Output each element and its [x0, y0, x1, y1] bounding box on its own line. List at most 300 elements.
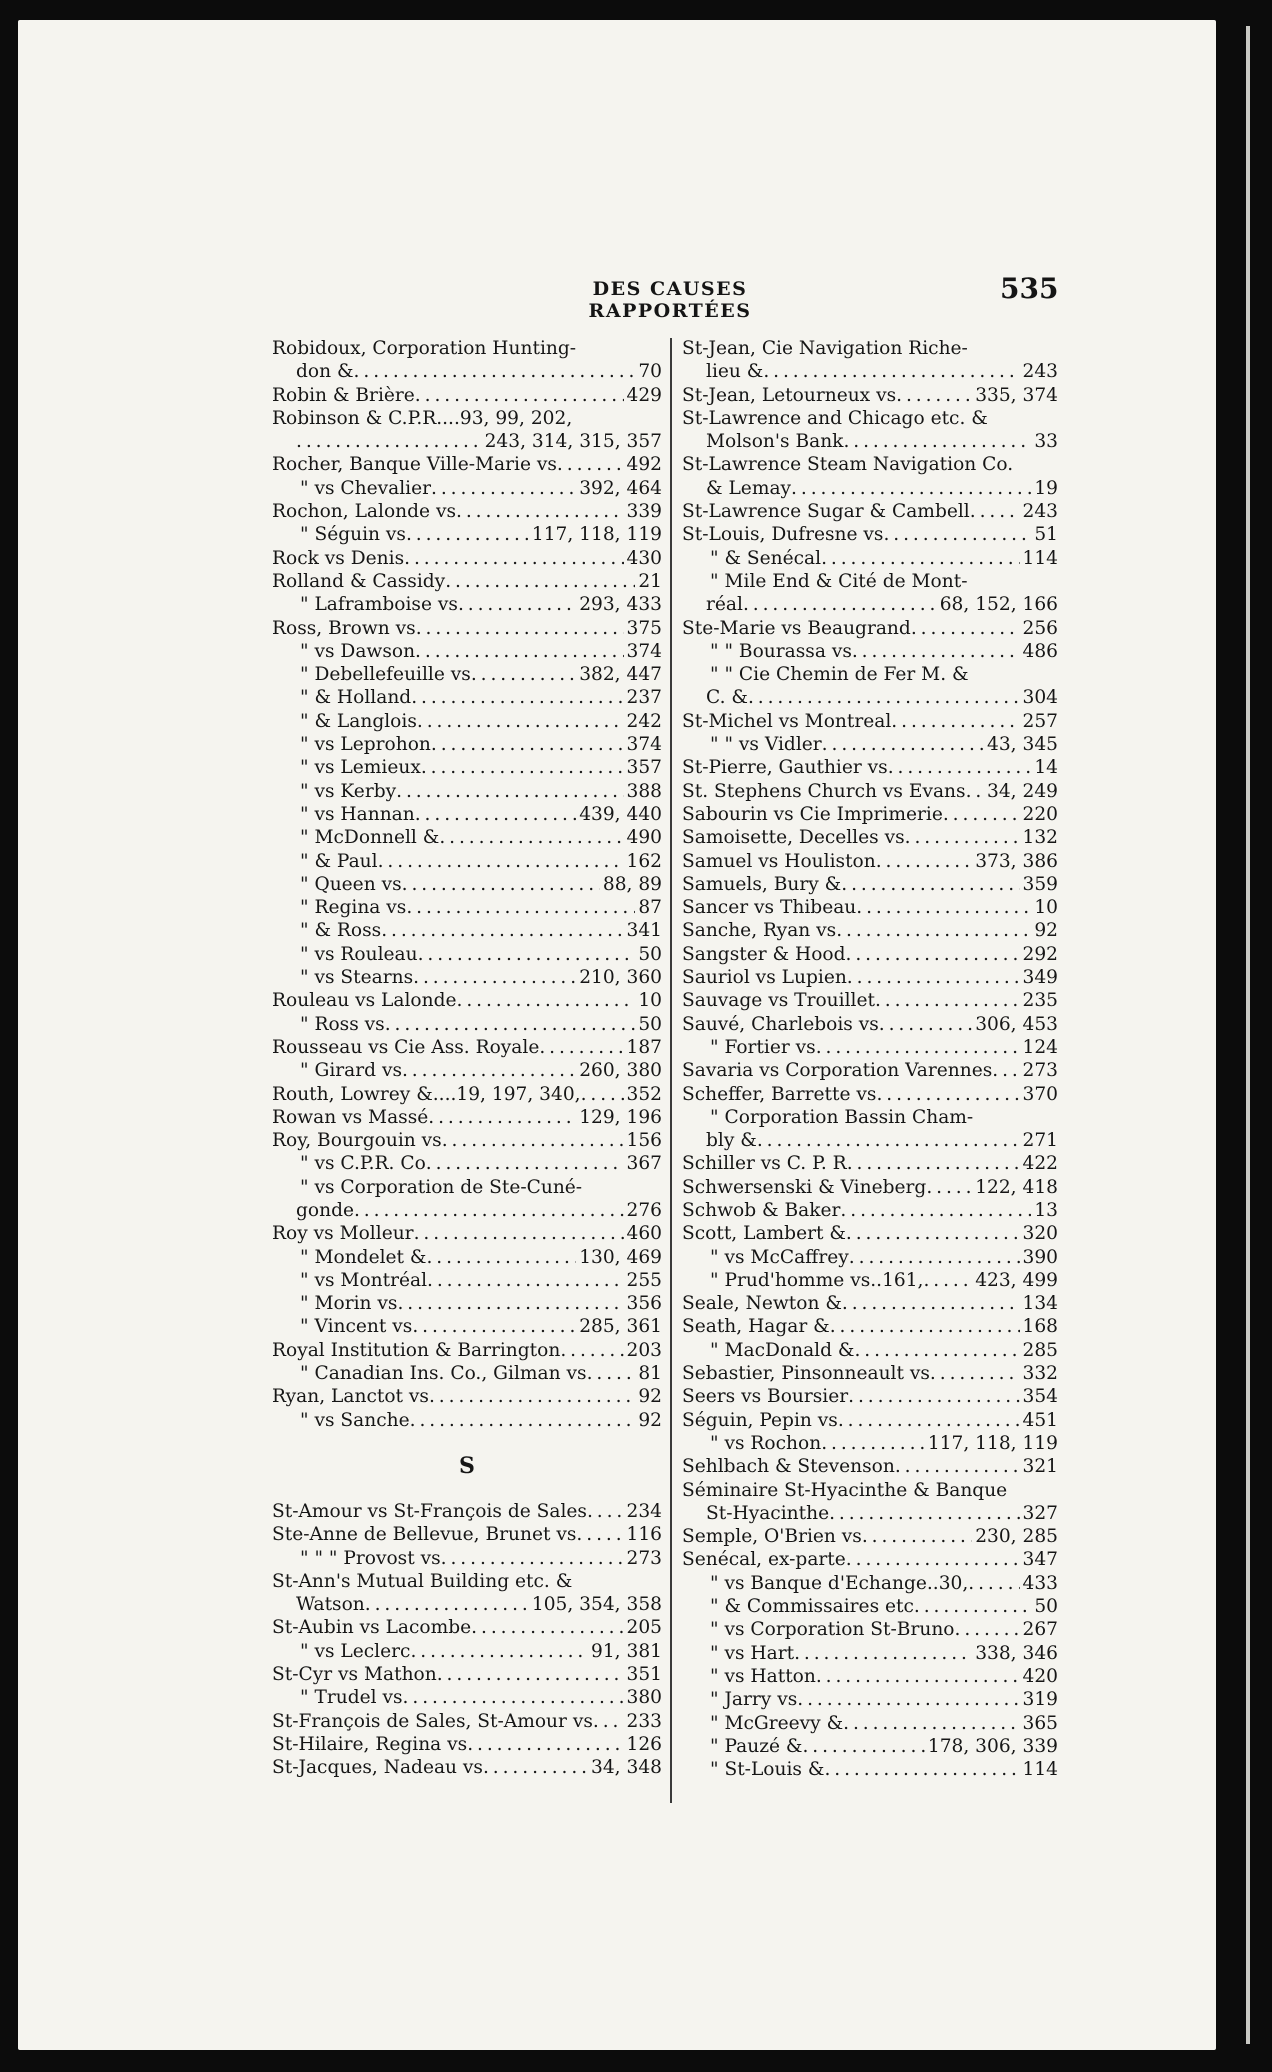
entry-text: lieu & [706, 361, 764, 383]
index-entry [272, 1523, 662, 1546]
entry-pages: 338, 346 [975, 1642, 1058, 1664]
entry-pages: 374 [626, 734, 662, 756]
dot-leader [816, 1665, 1020, 1688]
entry-text: St. Stephens Church vs Evans [682, 780, 966, 802]
entry-pages: 92 [638, 1386, 662, 1408]
dot-leader [966, 780, 984, 803]
dot-leader [763, 360, 1019, 383]
entry-text: Séminaire St-Hyacinthe & Banque [682, 1479, 1008, 1501]
dot-leader [457, 989, 636, 1012]
entry-pages: 33 [1034, 431, 1058, 453]
dot-leader [891, 710, 1019, 733]
dot-leader [888, 756, 1032, 779]
index-entry [272, 873, 662, 896]
entry-pages: 117, 118, 119 [927, 1432, 1058, 1454]
index-entry [272, 803, 662, 826]
entry-text: bly & [706, 1130, 757, 1152]
dot-leader [847, 1152, 1020, 1175]
entry-text: " & Langlois [300, 710, 417, 732]
running-head: DES CAUSES RAPPORTÉES [588, 278, 752, 322]
dot-leader [923, 1269, 972, 1292]
index-entry [682, 966, 1058, 989]
dot-leader [426, 1246, 576, 1269]
index-entry [272, 1246, 662, 1269]
dot-leader [876, 1083, 1019, 1106]
index-entry [682, 873, 1058, 896]
index-entry [272, 1036, 662, 1059]
entry-text: St-Pierre, Gauthier vs [682, 757, 888, 779]
entry-pages: 356 [626, 1293, 662, 1315]
page-number: 535 [1000, 272, 1059, 305]
entry-pages: 375 [626, 617, 662, 639]
index-entry [272, 1152, 662, 1175]
dot-leader [354, 1199, 624, 1222]
entry-text: St-Amour vs St-François de Sales [272, 1500, 587, 1522]
index-entry [682, 989, 1058, 1012]
entry-pages: 203 [626, 1339, 662, 1361]
entry-pages: 134 [1022, 1293, 1058, 1315]
index-entry [682, 523, 1058, 546]
entry-text: " Mondelet & [300, 1246, 427, 1268]
index-entry [682, 756, 1058, 779]
entry-text: " Vincent vs [300, 1316, 413, 1338]
entry-text: Sauvage vs Trouillet [682, 990, 875, 1012]
entry-pages: 205 [626, 1617, 662, 1639]
dot-leader [483, 1756, 588, 1779]
entry-text: " " Cie Chemin de Fer M. & [710, 664, 969, 686]
entry-pages: 320 [1022, 1223, 1058, 1245]
entry-pages: 230, 285 [975, 1526, 1058, 1548]
entry-pages: 34, 348 [591, 1757, 662, 1779]
dot-leader [445, 570, 635, 593]
dot-leader [840, 1199, 1031, 1222]
entry-pages: 122, 418 [975, 1176, 1058, 1198]
index-entry [682, 733, 1058, 756]
index-entry [272, 1756, 662, 1779]
index-entry [682, 477, 1058, 500]
entry-pages: 178, 306, 339 [927, 1735, 1058, 1757]
index-entry [682, 1665, 1058, 1688]
entry-text: " vs Corporation St-Bruno [710, 1619, 955, 1641]
entry-text: " Fortier vs [710, 1036, 816, 1058]
entry-pages: 392, 464 [579, 477, 662, 499]
dot-leader [875, 989, 1020, 1012]
dot-leader [442, 1129, 624, 1152]
dot-leader [926, 1176, 972, 1199]
dot-leader [879, 1013, 972, 1036]
dot-leader [757, 1129, 1020, 1152]
entry-pages: 306, 453 [975, 1013, 1058, 1035]
entry-pages: 237 [626, 687, 662, 709]
index-entry [272, 1570, 662, 1593]
entry-text: " Mile End & Cité de Mont- [710, 570, 968, 592]
entry-text: Sebastier, Pinsonneault vs [682, 1363, 930, 1385]
dot-leader [539, 1036, 623, 1059]
entry-text: " & Holland [300, 687, 412, 709]
entry-text: St-François de Sales, St-Amour vs [272, 1710, 593, 1732]
dot-leader [843, 1712, 1019, 1735]
dot-leader [849, 1246, 1020, 1269]
index-entry [682, 1362, 1058, 1385]
index-entry [272, 1409, 662, 1432]
entry-text: " Pauzé & [710, 1735, 803, 1757]
dot-leader [421, 756, 624, 779]
dot-leader [431, 733, 624, 756]
index-entry [682, 1083, 1058, 1106]
entry-text: " Corporation Bassin Cham- [710, 1106, 974, 1128]
entry-text: " & Senécal [710, 547, 822, 569]
entry-pages: 319 [1022, 1689, 1058, 1711]
entry-pages: 327 [1022, 1502, 1058, 1524]
dot-leader [854, 1339, 1019, 1362]
dot-leader [426, 1152, 624, 1175]
dot-leader [843, 430, 1031, 453]
dot-leader [852, 640, 1020, 663]
entry-text: " & Paul [300, 850, 378, 872]
dot-leader [841, 873, 1019, 896]
entry-pages: 341 [626, 920, 662, 942]
index-entry [272, 780, 662, 803]
index-entry [682, 1152, 1058, 1175]
entry-text: Sancer vs Thibeau [682, 897, 857, 919]
dot-leader [876, 850, 972, 873]
index-entry [272, 1686, 662, 1709]
entry-pages: 168 [1022, 1316, 1058, 1338]
dot-leader [802, 1735, 924, 1758]
entry-text: St-Hyacinthe [706, 1502, 830, 1524]
entry-pages: 292 [1022, 943, 1058, 965]
index-entry [682, 570, 1058, 593]
dot-leader [856, 896, 1031, 919]
entry-pages: 304 [1022, 687, 1058, 709]
entry-text: Royal Institution & Barrington [272, 1339, 561, 1361]
entry-text: Rochon, Lalonde vs [272, 501, 456, 523]
index-entry [682, 663, 1058, 686]
index-entry [272, 384, 662, 407]
dot-leader [836, 919, 1031, 942]
dot-leader [415, 803, 576, 826]
index-entry [272, 1269, 662, 1292]
entry-text: " Debellefeuille vs [300, 664, 471, 686]
dot-leader [416, 617, 624, 640]
dot-leader [581, 1083, 624, 1106]
entry-pages: 126 [626, 1733, 662, 1755]
entry-pages: 370 [1022, 1083, 1058, 1105]
dot-leader [883, 523, 1031, 546]
index-entry [272, 756, 662, 779]
dot-leader [838, 1409, 1020, 1432]
dot-leader [560, 1339, 623, 1362]
index-entry [272, 710, 662, 733]
entry-text: " & Ross [300, 920, 382, 942]
dot-leader [418, 943, 636, 966]
entry-text: Schwob & Baker [682, 1199, 841, 1221]
index-entry [272, 1059, 662, 1082]
index-entry [682, 547, 1058, 570]
dot-leader [431, 477, 576, 500]
entry-pages: 352 [626, 1083, 662, 1105]
entry-pages: 50 [1034, 1596, 1058, 1618]
index-entry [272, 733, 662, 756]
entry-text: Samuel vs Houliston [682, 850, 876, 872]
entry-text: " Regina vs [300, 897, 407, 919]
entry-pages: 156 [626, 1130, 662, 1152]
entry-text: gonde [296, 1199, 354, 1221]
entry-text: Samoisette, Decelles vs [682, 827, 905, 849]
dot-leader [427, 1269, 623, 1292]
entry-pages: 351 [626, 1664, 662, 1686]
entry-text: " Jarry vs [710, 1689, 798, 1711]
entry-pages: 92 [1034, 920, 1058, 942]
entry-text: " Morin vs [300, 1293, 398, 1315]
entry-text: don & [296, 361, 354, 383]
dot-leader [822, 733, 984, 756]
index-entry [272, 1129, 662, 1152]
index-entry [272, 1292, 662, 1315]
dot-leader [846, 1548, 1020, 1571]
entry-pages: 91, 381 [591, 1640, 662, 1662]
index-entry [272, 663, 662, 686]
index-entry [682, 1525, 1058, 1548]
dot-leader [914, 1595, 1031, 1618]
entry-text: " Ross vs [300, 1013, 385, 1035]
index-entry [682, 1548, 1058, 1571]
index-entry [682, 1013, 1058, 1036]
entry-pages: 357 [626, 757, 662, 779]
dot-leader [794, 1642, 972, 1665]
entry-text: St-Jean, Cie Navigation Riche- [682, 338, 968, 359]
entry-pages: 380 [626, 1687, 662, 1709]
entry-text: St-Michel vs Montreal [682, 710, 892, 732]
index-entry [272, 1710, 662, 1733]
entry-text: Sangster & Hood [682, 943, 846, 965]
index-entry [682, 1688, 1058, 1711]
dot-leader [943, 803, 1020, 826]
entry-text: St-Lawrence and Chicago etc. & [682, 407, 988, 429]
dot-leader [797, 1688, 1019, 1711]
entry-text: & Lemay [706, 477, 792, 499]
entry-pages: 81 [638, 1363, 662, 1385]
dot-leader [848, 1385, 1019, 1408]
index-entry [272, 1176, 662, 1199]
entry-text: " vs C.P.R. Co [300, 1153, 426, 1175]
dot-leader [413, 966, 576, 989]
entry-text: Schwersenski & Vineberg [682, 1176, 927, 1198]
entry-pages: 130, 469 [579, 1246, 662, 1268]
entry-text: " vs Lemieux [300, 757, 421, 779]
dot-leader [587, 1362, 636, 1385]
index-entry [272, 1733, 662, 1756]
index-entry [682, 360, 1058, 383]
index-entry [682, 1129, 1058, 1152]
entry-text: St-Hilaire, Regina vs [272, 1733, 468, 1755]
entry-text: Rocher, Banque Ville-Marie vs [272, 454, 557, 476]
entry-text: Rolland & Cassidy [272, 570, 446, 592]
entry-text: Ste-Anne de Bellevue, Brunet vs [272, 1524, 577, 1546]
entry-pages: 365 [1022, 1712, 1058, 1734]
index-entry [272, 523, 662, 546]
index-entry [272, 1362, 662, 1385]
dot-leader [415, 384, 624, 407]
index-entry [272, 1547, 662, 1570]
entry-text: St-Cyr vs Mathon [272, 1664, 437, 1686]
left-entries-s [272, 1500, 662, 1780]
dot-leader [429, 1385, 635, 1408]
entry-text: " vs McCaffrey [710, 1246, 849, 1268]
dot-leader [955, 1618, 1020, 1641]
entry-pages: 129, 196 [579, 1106, 662, 1128]
entry-pages: 234 [626, 1500, 662, 1522]
entry-pages: 388 [626, 780, 662, 802]
entry-pages: 187 [626, 1036, 662, 1058]
entry-pages: 430 [626, 547, 662, 569]
entry-pages: 243, 314, 315, 357 [484, 431, 662, 453]
index-entry [682, 1315, 1058, 1338]
entry-text: St-Lawrence Sugar & Cambell [682, 501, 970, 523]
entry-pages: 14 [1034, 757, 1058, 779]
index-entry [682, 1385, 1058, 1408]
entry-pages: 88, 89 [602, 873, 662, 895]
index-entry [682, 1246, 1058, 1269]
dot-leader [396, 780, 623, 803]
index-entry [272, 1593, 662, 1616]
entry-text: Sabourin vs Cie Imprimerie [682, 803, 943, 825]
index-entry [272, 1106, 662, 1129]
index-entry [682, 850, 1058, 873]
index-entry [682, 1712, 1058, 1735]
entry-text: Roy, Bourgouin vs [272, 1130, 442, 1152]
entry-text: " vs Hart [710, 1642, 795, 1664]
entry-pages: 373, 386 [975, 850, 1058, 872]
entry-text: St-Louis, Dufresne vs [682, 524, 884, 546]
entry-pages: 486 [1022, 640, 1058, 662]
dot-leader [381, 919, 623, 942]
entry-text: " vs Montréal [300, 1269, 428, 1291]
entry-text: " McDonnell & [300, 827, 440, 849]
index-entry [682, 1199, 1058, 1222]
entry-text: Scheffer, Barrette vs [682, 1083, 877, 1105]
entry-pages: 51 [1034, 524, 1058, 546]
index-entry [272, 850, 662, 873]
entry-pages: 490 [626, 827, 662, 849]
index-entry [682, 943, 1058, 966]
index-entry [682, 384, 1058, 407]
entry-text: Roy vs Molleur [272, 1223, 414, 1245]
entry-pages: 439, 440 [579, 803, 662, 825]
entry-text: Sauriol vs Lupien [682, 967, 847, 989]
dot-leader [414, 1222, 624, 1245]
dot-leader [905, 826, 1020, 849]
entry-pages: 105, 354, 358 [531, 1594, 662, 1616]
dot-leader [992, 1059, 1019, 1082]
entry-pages: 359 [1022, 873, 1058, 895]
entry-pages: 451 [1022, 1409, 1058, 1431]
index-entry [682, 640, 1058, 663]
entry-pages: 87 [638, 897, 662, 919]
entry-pages: 492 [626, 454, 662, 476]
dot-leader [471, 1616, 623, 1639]
entry-pages: 116 [626, 1524, 662, 1546]
entry-text: " vs Hatton [710, 1665, 816, 1687]
index-entry [272, 547, 662, 570]
entry-text: " vs Leprohon [300, 734, 431, 756]
dot-leader [821, 547, 1019, 570]
entry-text: " " " Provost vs [300, 1547, 441, 1569]
entry-pages: 114 [1022, 1759, 1058, 1781]
entry-text: Robin & Brière [272, 384, 415, 406]
index-entry [272, 593, 662, 616]
dot-leader [576, 1523, 623, 1546]
entry-pages: 285 [1022, 1339, 1058, 1361]
index-entry [272, 686, 662, 709]
right-column [682, 337, 1058, 1781]
dot-leader [821, 1432, 925, 1455]
dot-leader [406, 523, 529, 546]
dot-leader [415, 640, 623, 663]
index-entry [682, 1502, 1058, 1525]
dot-leader [743, 593, 937, 616]
entry-text: Ste-Marie vs Beaugrand [682, 617, 911, 639]
index-entry [682, 1059, 1058, 1082]
index-entry [272, 617, 662, 640]
dot-leader [830, 1315, 1020, 1338]
entry-text: Rock vs Denis [272, 547, 405, 569]
entry-pages: 422 [1022, 1153, 1058, 1175]
entry-text: St-Ann's Mutual Building etc. & [272, 1570, 573, 1592]
entry-text: Seers vs Boursier [682, 1386, 849, 1408]
index-entry [682, 1455, 1058, 1478]
entry-text: " vs Banque d'Echange..30, [710, 1572, 969, 1594]
index-entry [682, 826, 1058, 849]
index-entry [272, 1013, 662, 1036]
dot-leader [296, 430, 482, 453]
index-entry [272, 1500, 662, 1523]
entry-pages: 210, 360 [579, 967, 662, 989]
entry-pages: 255 [626, 1269, 662, 1291]
index-entry [682, 1176, 1058, 1199]
index-entry [272, 430, 662, 453]
entry-text: Samuels, Bury & [682, 873, 842, 895]
entry-pages: 339 [626, 501, 662, 523]
index-entry [682, 1269, 1058, 1292]
entry-pages: 271 [1022, 1130, 1058, 1152]
index-entry [272, 1640, 662, 1663]
dot-leader [404, 547, 623, 570]
entry-text: " Trudel vs [300, 1687, 403, 1709]
entry-text: Ryan, Lanctot vs [272, 1386, 429, 1408]
index-entry [272, 360, 662, 383]
entry-text: Rowan vs Massé [272, 1106, 429, 1128]
dot-leader [896, 384, 972, 407]
dot-leader [748, 686, 1020, 709]
entry-text: St-Aubin vs Lacombe [272, 1617, 472, 1639]
dot-leader [403, 1686, 624, 1709]
index-entry [682, 1735, 1058, 1758]
dot-leader [411, 686, 623, 709]
entry-text: Ross, Brown vs [272, 617, 416, 639]
index-entry [272, 407, 662, 430]
dot-leader [458, 593, 576, 616]
entry-pages: 429 [626, 384, 662, 406]
entry-text: " St-Louis & [710, 1759, 825, 1781]
entry-text: Sanche, Ryan vs [682, 920, 837, 942]
index-entry [272, 1339, 662, 1362]
entry-pages: 220 [1022, 803, 1058, 825]
dot-leader [816, 1036, 1020, 1059]
entry-pages: 243 [1022, 501, 1058, 523]
index-entry [272, 640, 662, 663]
entry-text: " Séguin vs [300, 524, 406, 546]
